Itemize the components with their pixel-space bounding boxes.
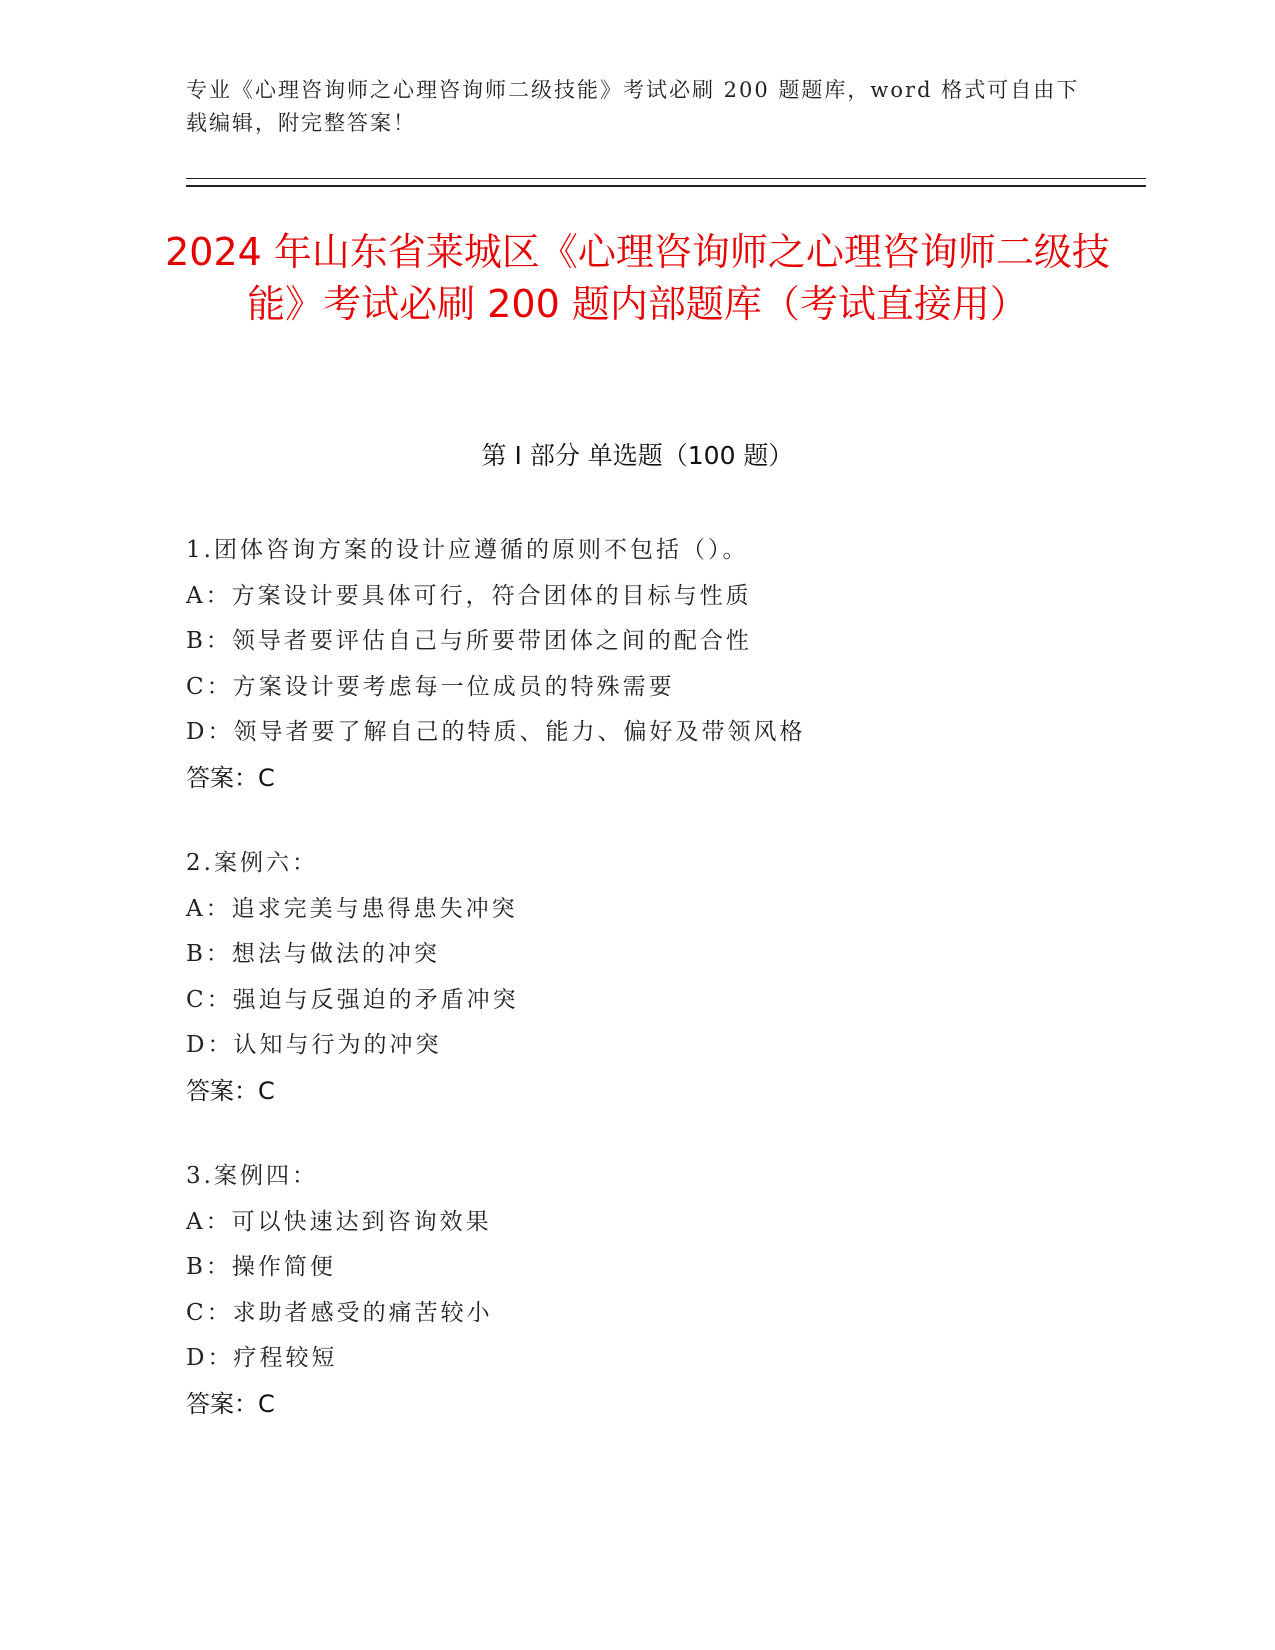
- option-d: D：领导者要了解自己的特质、能力、偏好及带领风格: [186, 719, 806, 745]
- option-d: D：认知与行为的冲突: [186, 1032, 442, 1058]
- question-2: [186, 841, 1086, 1114]
- option-b: B：想法与做法的冲突: [186, 941, 440, 967]
- document-intro: 专业《心理咨询师之心理咨询师二级技能》考试必刷 200 题题库，word 格式可自由下载编辑，附完整答案！: [186, 78, 1080, 135]
- question-stem: 3.案例四：: [186, 1163, 318, 1189]
- option-d: D：疗程较短: [186, 1345, 338, 1371]
- question-list: [186, 528, 1086, 1467]
- option-c: C：强迫与反强迫的矛盾冲突: [186, 986, 519, 1013]
- option-b: B：操作简便: [186, 1254, 336, 1280]
- answer: 答案：C: [186, 763, 275, 792]
- question-1: [186, 528, 1086, 801]
- option-a: A：方案设计要具体可行，符合团体的目标与性质: [186, 582, 752, 609]
- document-title: 2024 年山东省莱城区《心理咨询师之心理咨询师二级技能》考试必刷 200 题内部题库（考试直接用）: [165, 230, 1110, 326]
- option-c: C：方案设计要考虑每一位成员的特殊需要: [186, 673, 675, 700]
- question-3: [186, 1154, 1086, 1427]
- option-b: B：领导者要评估自己与所要带团体之间的配合性: [186, 628, 752, 654]
- section-heading: 第 I 部分 单选题（100 题）: [481, 441, 794, 470]
- answer: 答案：C: [186, 1076, 275, 1105]
- option-a: A：追求完美与患得患失冲突: [186, 895, 518, 922]
- question-stem: 1.团体咨询方案的设计应遵循的原则不包括（）。: [186, 537, 749, 563]
- header-divider: [186, 178, 1146, 187]
- option-a: A：可以快速达到咨询效果: [186, 1208, 492, 1235]
- option-c: C：求助者感受的痛苦较小: [186, 1299, 493, 1326]
- answer: 答案：C: [186, 1389, 275, 1418]
- question-stem: 2.案例六：: [186, 850, 318, 876]
